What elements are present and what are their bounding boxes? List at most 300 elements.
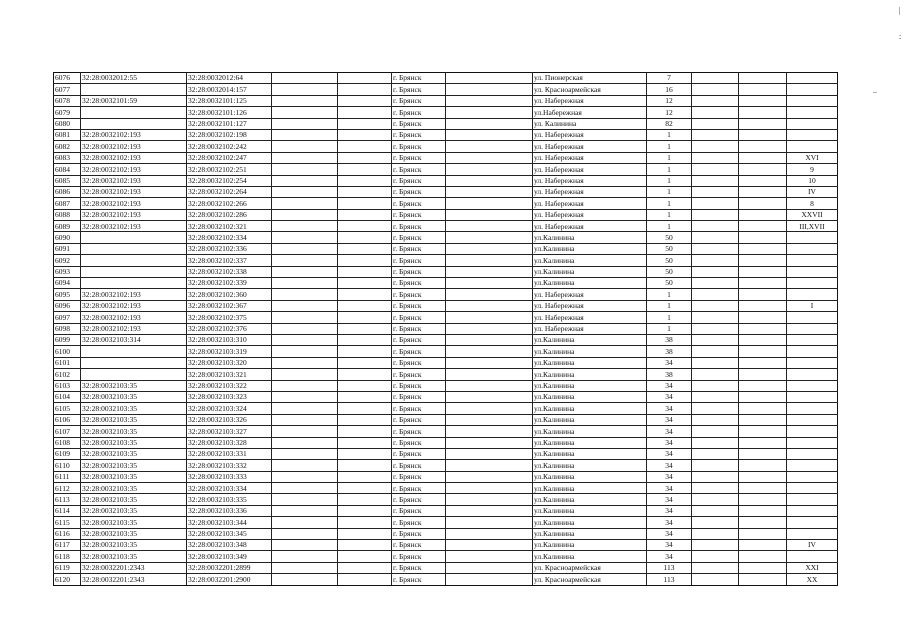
street-cell: ул. Набережная	[533, 221, 647, 232]
premises-number-cell: 8	[787, 198, 838, 209]
street-cell: ул.Калинина	[533, 255, 647, 266]
empty-cell	[338, 152, 392, 163]
house-number-cell: 1	[647, 152, 692, 163]
house-number-cell: 1	[647, 164, 692, 175]
object-cadastral-cell: 32:28:0032101:125	[187, 95, 272, 106]
empty-cell	[272, 129, 338, 140]
object-cadastral-cell: 32:28:0032103:327	[187, 426, 272, 437]
object-cadastral-cell: 32:28:0032103:323	[187, 391, 272, 402]
parcel-cadastral-cell	[81, 266, 187, 277]
object-cadastral-cell: 32:28:0032102:360	[187, 289, 272, 300]
object-cadastral-cell: 32:28:0032201:2900	[187, 574, 272, 585]
empty-cell	[272, 391, 338, 402]
city-cell: г. Брянск	[392, 426, 446, 437]
table-row	[54, 209, 838, 220]
empty-cell	[446, 312, 533, 323]
city-cell: г. Брянск	[392, 403, 446, 414]
house-number-cell: 16	[647, 84, 692, 95]
object-cadastral-cell: 32:28:0032102:336	[187, 243, 272, 254]
empty-cell	[692, 232, 739, 243]
table-row	[54, 198, 838, 209]
street-cell: ул.Калинина	[533, 278, 647, 289]
empty-cell	[446, 118, 533, 129]
empty-cell	[739, 255, 787, 266]
parcel-cadastral-cell: 32:28:0032102:193	[81, 289, 187, 300]
parcel-cadastral-cell	[81, 118, 187, 129]
row-number-cell: 6105	[54, 403, 81, 414]
empty-cell	[338, 243, 392, 254]
row-number-cell: 6092	[54, 255, 81, 266]
row-number-cell: 6110	[54, 460, 81, 471]
empty-cell	[446, 483, 533, 494]
city-cell: г. Брянск	[392, 118, 446, 129]
house-number-cell: 34	[647, 426, 692, 437]
house-number-cell: 34	[647, 403, 692, 414]
table-row	[54, 278, 838, 289]
city-cell: г. Брянск	[392, 391, 446, 402]
house-number-cell: 34	[647, 540, 692, 551]
empty-cell	[446, 152, 533, 163]
empty-cell	[272, 232, 338, 243]
street-cell: ул.Калинина	[533, 437, 647, 448]
empty-cell	[739, 437, 787, 448]
empty-cell	[446, 175, 533, 186]
premises-number-cell	[787, 73, 838, 84]
empty-cell	[338, 312, 392, 323]
city-cell: г. Брянск	[392, 266, 446, 277]
empty-cell	[338, 129, 392, 140]
empty-cell	[739, 334, 787, 345]
parcel-cadastral-cell	[81, 278, 187, 289]
empty-cell	[739, 266, 787, 277]
empty-cell	[272, 369, 338, 380]
street-cell: ул.Калинина	[533, 471, 647, 482]
parcel-cadastral-cell: 32:28:0032101:59	[81, 95, 187, 106]
parcel-cadastral-cell	[81, 255, 187, 266]
city-cell: г. Брянск	[392, 460, 446, 471]
table-row	[54, 129, 838, 140]
premises-number-cell	[787, 255, 838, 266]
empty-cell	[338, 175, 392, 186]
object-cadastral-cell: 32:28:0032102:321	[187, 221, 272, 232]
city-cell: г. Брянск	[392, 278, 446, 289]
table-row	[54, 574, 838, 585]
parcel-cadastral-cell: 32:28:0032103:35	[81, 448, 187, 459]
empty-cell	[739, 483, 787, 494]
premises-number-cell	[787, 334, 838, 345]
empty-cell	[272, 448, 338, 459]
empty-cell	[338, 95, 392, 106]
city-cell: г. Брянск	[392, 505, 446, 516]
margin-mark: ..	[873, 86, 877, 95]
parcel-cadastral-cell: 32:28:0032102:193	[81, 141, 187, 152]
parcel-cadastral-cell: 32:28:0032103:35	[81, 517, 187, 528]
object-cadastral-cell: 32:28:0032102:251	[187, 164, 272, 175]
premises-number-cell: 9	[787, 164, 838, 175]
table-row	[54, 152, 838, 163]
premises-number-cell: 10	[787, 175, 838, 186]
empty-cell	[272, 346, 338, 357]
premises-number-cell	[787, 289, 838, 300]
empty-cell	[446, 380, 533, 391]
table-row	[54, 334, 838, 345]
empty-cell	[272, 209, 338, 220]
premises-number-cell: XVI	[787, 152, 838, 163]
house-number-cell: 1	[647, 209, 692, 220]
premises-number-cell	[787, 243, 838, 254]
empty-cell	[446, 369, 533, 380]
premises-number-cell	[787, 551, 838, 562]
premises-number-cell	[787, 391, 838, 402]
empty-cell	[692, 540, 739, 551]
empty-cell	[446, 266, 533, 277]
object-cadastral-cell: 32:28:0032103:320	[187, 357, 272, 368]
object-cadastral-cell: 32:28:0032012:64	[187, 73, 272, 84]
parcel-cadastral-cell: 32:28:0032102:193	[81, 300, 187, 311]
empty-cell	[692, 278, 739, 289]
house-number-cell: 7	[647, 73, 692, 84]
empty-cell	[739, 95, 787, 106]
city-cell: г. Брянск	[392, 232, 446, 243]
house-number-cell: 1	[647, 129, 692, 140]
empty-cell	[338, 300, 392, 311]
empty-cell	[446, 505, 533, 516]
empty-cell	[272, 84, 338, 95]
object-cadastral-cell: 32:28:0032102:367	[187, 300, 272, 311]
empty-cell	[692, 483, 739, 494]
empty-cell	[739, 403, 787, 414]
empty-cell	[739, 369, 787, 380]
premises-number-cell: XX	[787, 574, 838, 585]
empty-cell	[272, 118, 338, 129]
empty-cell	[446, 95, 533, 106]
premises-number-cell: XXVII	[787, 209, 838, 220]
empty-cell	[272, 528, 338, 539]
row-number-cell: 6119	[54, 562, 81, 573]
empty-cell	[692, 198, 739, 209]
object-cadastral-cell: 32:28:0032103:348	[187, 540, 272, 551]
street-cell: ул.Калинина	[533, 426, 647, 437]
empty-cell	[272, 289, 338, 300]
empty-cell	[692, 73, 739, 84]
empty-cell	[338, 209, 392, 220]
empty-cell	[739, 540, 787, 551]
city-cell: г. Брянск	[392, 323, 446, 334]
parcel-cadastral-cell	[81, 243, 187, 254]
city-cell: г. Брянск	[392, 471, 446, 482]
empty-cell	[272, 255, 338, 266]
house-number-cell: 1	[647, 221, 692, 232]
table-body	[54, 73, 838, 586]
empty-cell	[272, 186, 338, 197]
empty-cell	[446, 494, 533, 505]
house-number-cell: 1	[647, 141, 692, 152]
city-cell: г. Брянск	[392, 95, 446, 106]
premises-number-cell	[787, 517, 838, 528]
empty-cell	[692, 505, 739, 516]
street-cell: ул. Красноармейская	[533, 562, 647, 573]
empty-cell	[692, 574, 739, 585]
row-number-cell: 6111	[54, 471, 81, 482]
empty-cell	[739, 460, 787, 471]
house-number-cell: 1	[647, 312, 692, 323]
house-number-cell: 34	[647, 380, 692, 391]
empty-cell	[446, 107, 533, 118]
table-row	[54, 164, 838, 175]
premises-number-cell: III,XVII	[787, 221, 838, 232]
parcel-cadastral-cell: 32:28:0032102:193	[81, 129, 187, 140]
empty-cell	[446, 323, 533, 334]
house-number-cell: 1	[647, 300, 692, 311]
empty-cell	[692, 357, 739, 368]
street-cell: ул. Набережная	[533, 289, 647, 300]
house-number-cell: 34	[647, 448, 692, 459]
city-cell: г. Брянск	[392, 528, 446, 539]
row-number-cell: 6104	[54, 391, 81, 402]
city-cell: г. Брянск	[392, 175, 446, 186]
empty-cell	[272, 141, 338, 152]
city-cell: г. Брянск	[392, 209, 446, 220]
parcel-cadastral-cell: 32:28:0032103:35	[81, 414, 187, 425]
object-cadastral-cell: 32:28:0032102:266	[187, 198, 272, 209]
house-number-cell: 1	[647, 198, 692, 209]
table-row	[54, 232, 838, 243]
empty-cell	[692, 152, 739, 163]
street-cell: ул. Красноармейская	[533, 574, 647, 585]
empty-cell	[338, 414, 392, 425]
street-cell: ул.Калинина	[533, 346, 647, 357]
empty-cell	[338, 540, 392, 551]
empty-cell	[446, 540, 533, 551]
empty-cell	[272, 562, 338, 573]
row-number-cell: 6085	[54, 175, 81, 186]
empty-cell	[338, 517, 392, 528]
parcel-cadastral-cell	[81, 107, 187, 118]
empty-cell	[272, 312, 338, 323]
empty-cell	[692, 221, 739, 232]
empty-cell	[446, 346, 533, 357]
empty-cell	[338, 266, 392, 277]
empty-cell	[446, 437, 533, 448]
house-number-cell: 34	[647, 494, 692, 505]
street-cell: ул. Набережная	[533, 152, 647, 163]
row-number-cell: 6081	[54, 129, 81, 140]
premises-number-cell	[787, 278, 838, 289]
object-cadastral-cell: 32:28:0032103:331	[187, 448, 272, 459]
premises-number-cell	[787, 232, 838, 243]
object-cadastral-cell: 32:28:0032102:264	[187, 186, 272, 197]
premises-number-cell	[787, 426, 838, 437]
empty-cell	[739, 380, 787, 391]
empty-cell	[446, 528, 533, 539]
table-row	[54, 426, 838, 437]
row-number-cell: 6082	[54, 141, 81, 152]
empty-cell	[739, 551, 787, 562]
premises-number-cell: I	[787, 300, 838, 311]
empty-cell	[692, 107, 739, 118]
empty-cell	[739, 198, 787, 209]
table-row	[54, 73, 838, 84]
empty-cell	[692, 448, 739, 459]
empty-cell	[272, 483, 338, 494]
row-number-cell: 6113	[54, 494, 81, 505]
city-cell: г. Брянск	[392, 186, 446, 197]
city-cell: г. Брянск	[392, 243, 446, 254]
empty-cell	[739, 426, 787, 437]
empty-cell	[338, 357, 392, 368]
parcel-cadastral-cell: 32:28:0032103:35	[81, 551, 187, 562]
table-row	[54, 175, 838, 186]
object-cadastral-cell: 32:28:0032102:247	[187, 152, 272, 163]
empty-cell	[338, 369, 392, 380]
street-cell: ул.Калинина	[533, 334, 647, 345]
house-number-cell: 34	[647, 460, 692, 471]
object-cadastral-cell: 32:28:0032103:333	[187, 471, 272, 482]
row-number-cell: 6097	[54, 312, 81, 323]
empty-cell	[338, 391, 392, 402]
empty-cell	[739, 164, 787, 175]
empty-cell	[446, 460, 533, 471]
empty-cell	[692, 300, 739, 311]
empty-cell	[272, 95, 338, 106]
empty-cell	[692, 562, 739, 573]
row-number-cell: 6100	[54, 346, 81, 357]
premises-number-cell: IV	[787, 186, 838, 197]
row-number-cell: 6089	[54, 221, 81, 232]
street-cell: ул.Калинина	[533, 483, 647, 494]
empty-cell	[338, 483, 392, 494]
house-number-cell: 38	[647, 346, 692, 357]
empty-cell	[272, 517, 338, 528]
house-number-cell: 1	[647, 186, 692, 197]
empty-cell	[446, 209, 533, 220]
empty-cell	[338, 118, 392, 129]
table-row	[54, 540, 838, 551]
house-number-cell: 50	[647, 266, 692, 277]
empty-cell	[446, 186, 533, 197]
city-cell: г. Брянск	[392, 517, 446, 528]
row-number-cell: 6095	[54, 289, 81, 300]
parcel-cadastral-cell: 32:28:0032103:35	[81, 483, 187, 494]
empty-cell	[692, 528, 739, 539]
parcel-cadastral-cell	[81, 232, 187, 243]
empty-cell	[338, 323, 392, 334]
empty-cell	[446, 517, 533, 528]
row-number-cell: 6076	[54, 73, 81, 84]
empty-cell	[739, 448, 787, 459]
house-number-cell: 113	[647, 574, 692, 585]
table-row	[54, 403, 838, 414]
empty-cell	[446, 243, 533, 254]
house-number-cell: 34	[647, 551, 692, 562]
empty-cell	[446, 414, 533, 425]
empty-cell	[272, 198, 338, 209]
street-cell: ул.Калинина	[533, 357, 647, 368]
parcel-cadastral-cell	[81, 369, 187, 380]
empty-cell	[338, 471, 392, 482]
table-row	[54, 255, 838, 266]
parcel-cadastral-cell: 32:28:0032103:35	[81, 380, 187, 391]
empty-cell	[446, 289, 533, 300]
city-cell: г. Брянск	[392, 300, 446, 311]
empty-cell	[692, 95, 739, 106]
empty-cell	[272, 471, 338, 482]
empty-cell	[272, 380, 338, 391]
house-number-cell: 1	[647, 323, 692, 334]
empty-cell	[338, 84, 392, 95]
empty-cell	[739, 323, 787, 334]
premises-number-cell	[787, 312, 838, 323]
empty-cell	[692, 209, 739, 220]
empty-cell	[739, 107, 787, 118]
house-number-cell: 1	[647, 289, 692, 300]
house-number-cell: 34	[647, 505, 692, 516]
city-cell: г. Брянск	[392, 574, 446, 585]
empty-cell	[446, 84, 533, 95]
empty-cell	[692, 437, 739, 448]
empty-cell	[446, 141, 533, 152]
row-number-cell: 6096	[54, 300, 81, 311]
empty-cell	[446, 334, 533, 345]
empty-cell	[272, 574, 338, 585]
empty-cell	[272, 494, 338, 505]
table-row	[54, 95, 838, 106]
premises-number-cell	[787, 129, 838, 140]
street-cell: ул. Набережная	[533, 129, 647, 140]
empty-cell	[272, 266, 338, 277]
parcel-cadastral-cell: 32:28:0032103:35	[81, 437, 187, 448]
empty-cell	[338, 255, 392, 266]
empty-cell	[739, 175, 787, 186]
object-cadastral-cell: 32:28:0032102:242	[187, 141, 272, 152]
city-cell: г. Брянск	[392, 494, 446, 505]
empty-cell	[739, 209, 787, 220]
empty-cell	[446, 551, 533, 562]
empty-cell	[338, 448, 392, 459]
table-row	[54, 300, 838, 311]
empty-cell	[692, 186, 739, 197]
table-row	[54, 517, 838, 528]
premises-number-cell	[787, 494, 838, 505]
parcel-cadastral-cell: 32:28:0032102:193	[81, 221, 187, 232]
object-cadastral-cell: 32:28:0032102:334	[187, 232, 272, 243]
house-number-cell: 50	[647, 232, 692, 243]
empty-cell	[739, 574, 787, 585]
city-cell: г. Брянск	[392, 312, 446, 323]
city-cell: г. Брянск	[392, 129, 446, 140]
empty-cell	[272, 403, 338, 414]
parcel-cadastral-cell: 32:28:0032102:193	[81, 312, 187, 323]
table-row	[54, 141, 838, 152]
empty-cell	[739, 517, 787, 528]
house-number-cell: 50	[647, 255, 692, 266]
empty-cell	[446, 129, 533, 140]
premises-number-cell	[787, 414, 838, 425]
empty-cell	[692, 118, 739, 129]
empty-cell	[692, 517, 739, 528]
object-cadastral-cell: 32:28:0032102:286	[187, 209, 272, 220]
premises-number-cell	[787, 460, 838, 471]
premises-number-cell	[787, 266, 838, 277]
empty-cell	[739, 357, 787, 368]
empty-cell	[338, 460, 392, 471]
empty-cell	[692, 346, 739, 357]
row-number-cell: 6077	[54, 84, 81, 95]
street-cell: ул. Калинина	[533, 118, 647, 129]
parcel-cadastral-cell: 32:28:0032103:35	[81, 391, 187, 402]
premises-number-cell	[787, 84, 838, 95]
city-cell: г. Брянск	[392, 164, 446, 175]
